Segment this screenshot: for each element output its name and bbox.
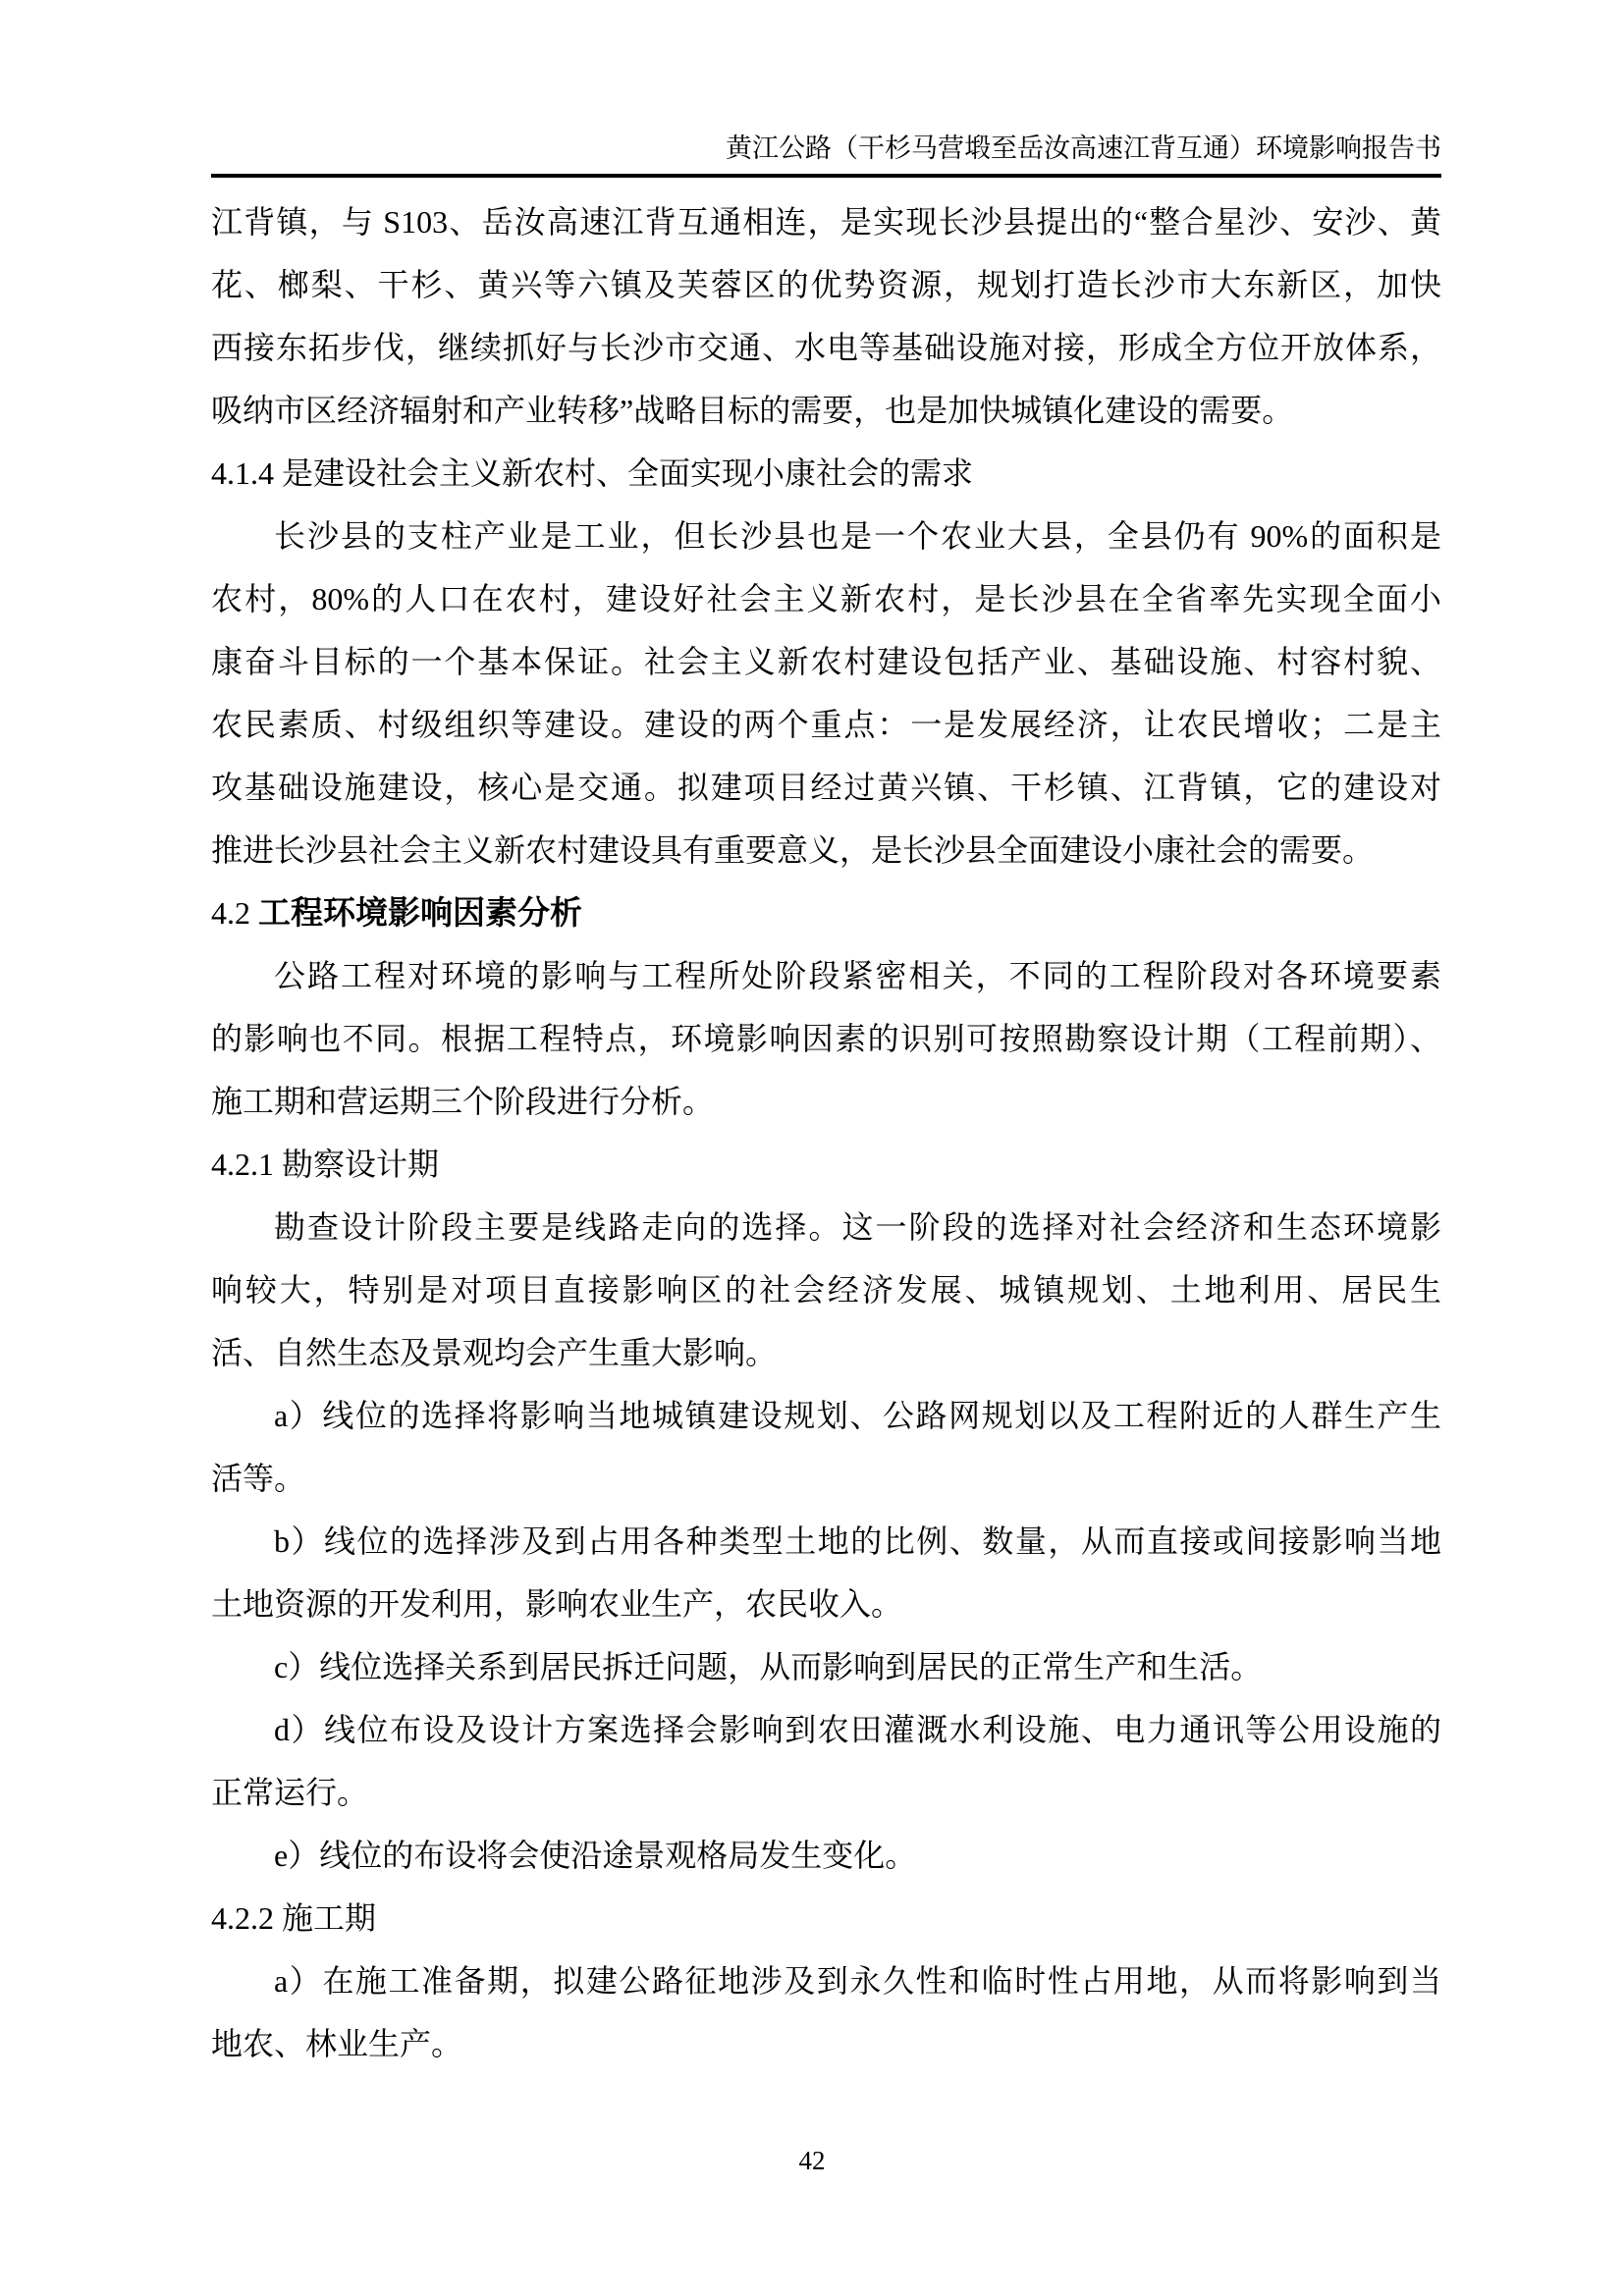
paragraph-line: 攻基础设施建设，核心是交通。拟建项目经过黄兴镇、干杉镇、江背镇，它的建设对	[211, 770, 1441, 805]
section-heading-4.2.1: 4.2.1 勘察设计期	[211, 1147, 440, 1182]
document-body	[211, 190, 1441, 2075]
paragraph-line: 响较大，特别是对项目直接影响区的社会经济发展、城镇规划、土地利用、居民生	[211, 1272, 1441, 1308]
paragraph-line: 花、榔梨、干杉、黄兴等六镇及芙蓉区的优势资源，规划打造长沙市大东新区，加快	[211, 267, 1441, 302]
paragraph-line: a）在施工准备期，拟建公路征地涉及到永久性和临时性占用地，从而将影响到当	[274, 1963, 1441, 1999]
paragraph-line: 的影响也不同。根据工程特点，环境影响因素的识别可按照勘察设计期（工程前期）、	[211, 1021, 1441, 1056]
paragraph-line: 江背镇，与 S103、岳汝高速江背互通相连，是实现长沙县提出的“整合星沙、安沙、黄	[211, 204, 1441, 240]
page-header-title: 黄江公路（干杉马营塅至岳汝高速江背互通）环境影响报告书	[726, 133, 1441, 163]
section-number: 4.2	[211, 895, 258, 931]
paragraph-line: 勘查设计阶段主要是线路走向的选择。这一阶段的选择对社会经济和生态环境影	[274, 1209, 1441, 1245]
paragraph-line: 活、自然生态及景观均会产生重大影响。	[211, 1335, 778, 1370]
paragraph-line: 土地资源的开发利用，影响农业生产，农民收入。	[211, 1586, 903, 1622]
section-heading-4.1.4: 4.1.4 是建设社会主义新农村、全面实现小康社会的需求	[211, 455, 974, 491]
paragraph-line: c）线位选择关系到居民拆迁问题，从而影响到居民的正常生产和生活。	[274, 1649, 1263, 1684]
paragraph-line: 地农、林业生产。	[211, 2026, 463, 2061]
paragraph-line: d）线位布设及设计方案选择会影响到农田灌溉水利设施、电力通讯等公用设施的	[274, 1712, 1441, 1747]
paragraph-line: 吸纳市区经济辐射和产业转移”战略目标的需要，也是加快城镇化建设的需要。	[211, 393, 1294, 428]
paragraph-line: 施工期和营运期三个阶段进行分析。	[211, 1084, 715, 1119]
paragraph-line: 正常运行。	[211, 1775, 369, 1810]
section-heading-4.2	[211, 881, 1441, 944]
paragraph-line: e）线位的布设将会使沿途景观格局发生变化。	[274, 1838, 917, 1873]
page-number: 42	[798, 2146, 826, 2175]
paragraph-line: 康奋斗目标的一个基本保证。社会主义新农村建设包括产业、基础设施、村容村貌、	[211, 644, 1441, 679]
paragraph-line: b）线位的选择涉及到占用各种类型土地的比例、数量，从而直接或间接影响当地	[274, 1523, 1441, 1559]
paragraph-line: 农村，80%的人口在农村，建设好社会主义新农村，是长沙县在全省率先实现全面小	[211, 581, 1441, 616]
header-rule	[211, 174, 1441, 178]
paragraph-line: 西接东拓步伐，继续抓好与长沙市交通、水电等基础设施对接，形成全方位开放体系，	[211, 330, 1441, 365]
paragraph-line: 活等。	[211, 1461, 306, 1496]
section-heading-4.2.2: 4.2.2 施工期	[211, 1900, 377, 1936]
section-title: 工程环境影响因素分析	[258, 894, 582, 931]
paragraph-line: 农民素质、村级组织等建设。建设的两个重点：一是发展经济，让农民增收；二是主	[211, 707, 1441, 742]
paragraph-line: 公路工程对环境的影响与工程所处阶段紧密相关，不同的工程阶段对各环境要素	[274, 958, 1441, 993]
paragraph-line: 推进长沙县社会主义新农村建设具有重要意义，是长沙县全面建设小康社会的需要。	[211, 832, 1375, 868]
paragraph-line: a）线位的选择将影响当地城镇建设规划、公路网规划以及工程附近的人群生产生	[274, 1398, 1441, 1433]
paragraph-line: 长沙县的支柱产业是工业，但长沙县也是一个农业大县，全县仍有 90%的面积是	[274, 518, 1441, 554]
